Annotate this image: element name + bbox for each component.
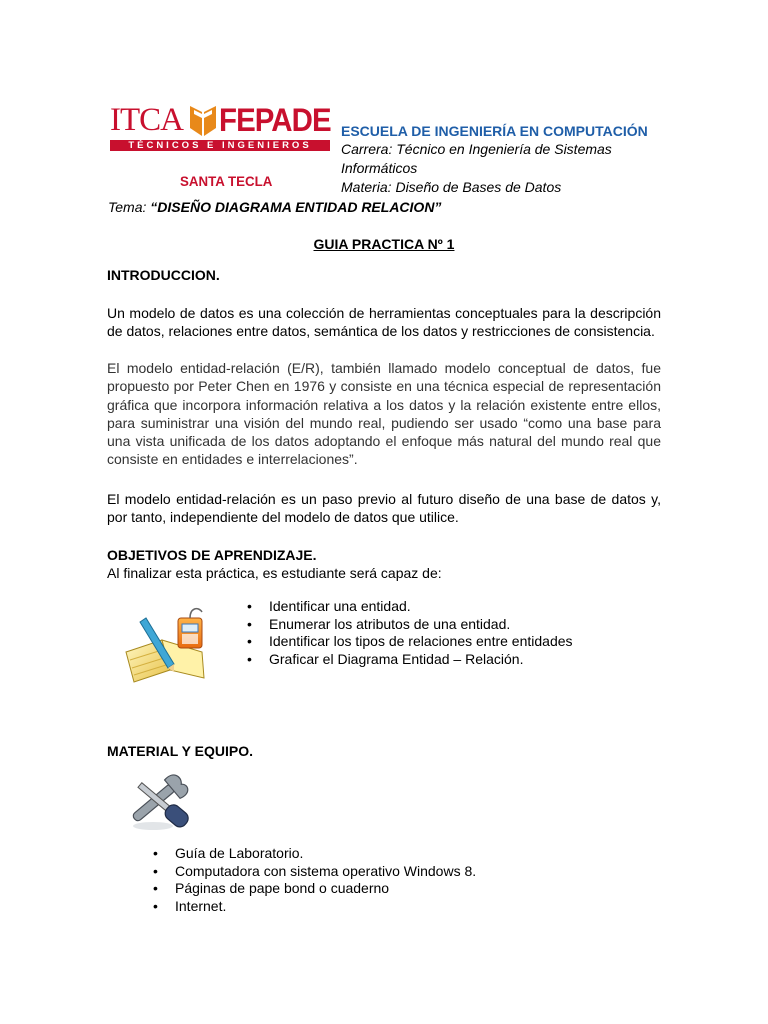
career-line-2: Informáticos (341, 160, 418, 176)
list-item: • Identificar una entidad. (247, 598, 667, 616)
materials-list (153, 845, 573, 915)
guide-title: GUIA PRACTICA Nº 1 (313, 236, 455, 252)
logo-fepade: FEPADE (219, 102, 331, 138)
subject-line: Materia: Diseño de Bases de Datos (341, 179, 562, 195)
list-item: • Internet. (153, 898, 573, 916)
materials-heading: MATERIAL Y EQUIPO. (107, 743, 253, 759)
introduction-heading: INTRODUCCION. (107, 267, 220, 283)
logo-campus: SANTA TECLA (180, 173, 273, 189)
career-line-1: Carrera: Técnico en Ingeniería de Sistemas (341, 141, 612, 157)
school-name: ESCUELA DE INGENIERÍA EN COMPUTACIÓN (341, 123, 648, 139)
book-pen-illustration-icon (122, 600, 212, 688)
list-item: • Computadora con sistema operativo Windows 8. (153, 863, 573, 881)
introduction-paragraph-1: Un modelo de datos es una colección de herramientas conceptuales para la descripción de datos, relaciones entre datos, semántica de los datos y restricciones de consistencia. (107, 305, 661, 340)
wrench-screwdriver-illustration-icon (117, 768, 197, 836)
logo-tagline: TÉCNICOS E INGENIEROS (110, 140, 330, 151)
logo-mark-icon (188, 104, 218, 138)
introduction-paragraph-2: El modelo entidad-relación (E/R), también llamado modelo conceptual de datos, fue propuesto por Peter Chen en 1976 y consiste en una técnica especial de representación gráfica que incorpora información relativa a los datos y la relación existente entre ellos, para suministrar una visión del mundo real, pudiendo ser usado “como una base para una vista unificada de los datos adoptando el enfoque más natural del mundo real que consiste en entidades e interrelaciones”. (107, 360, 661, 468)
topic-value: “DISEÑO DIAGRAMA ENTIDAD RELACION” (150, 199, 442, 215)
introduction-paragraph-3: El modelo entidad-relación es un paso previo al futuro diseño de una base de datos y, por tanto, independiente del modelo de datos que utilice. (107, 491, 661, 526)
list-item: • Identificar los tipos de relaciones entre entidades (247, 633, 667, 651)
objectives-heading: OBJETIVOS DE APRENDIZAJE. (107, 547, 317, 563)
list-item: • Páginas de pape bond o cuaderno (153, 880, 573, 898)
list-item: • Enumerar los atributos de una entidad. (247, 616, 667, 634)
objectives-list (247, 598, 667, 668)
topic-line (108, 198, 441, 216)
logo-itca: ITCA (110, 102, 183, 138)
list-item: • Guía de Laboratorio. (153, 845, 573, 863)
list-item: • Graficar el Diagrama Entidad – Relación. (247, 651, 667, 669)
topic-label: Tema: (108, 199, 151, 215)
objectives-intro: Al finalizar esta práctica, es estudiante será capaz de: (107, 565, 442, 581)
